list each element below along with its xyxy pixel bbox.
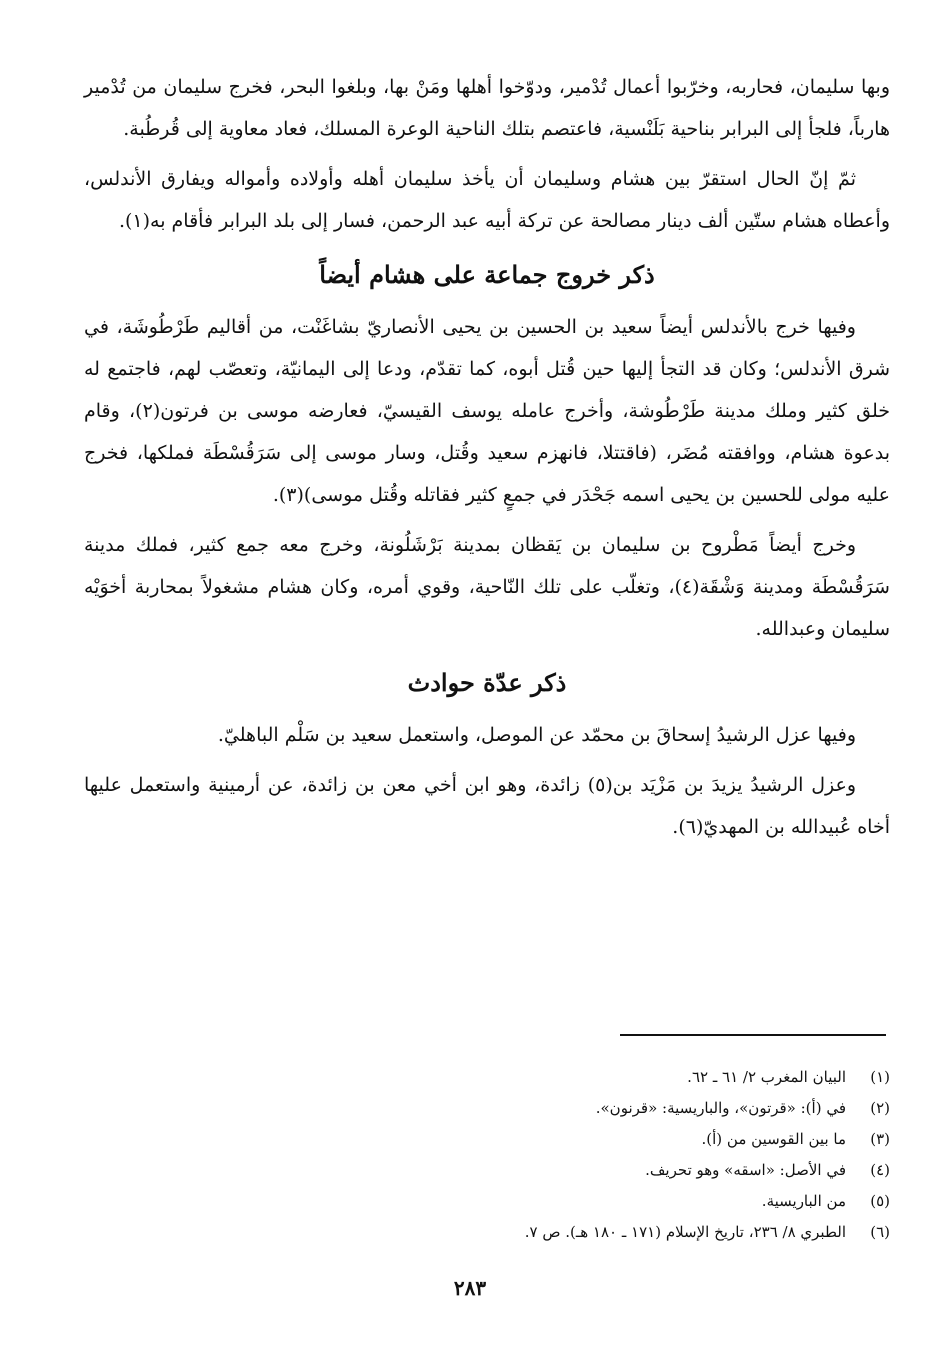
footnote <box>84 1217 890 1248</box>
footnotes-divider <box>620 1034 886 1036</box>
footnote <box>84 1186 890 1217</box>
paragraph-1: وبها سليمان، فحاربه، وخرّبوا أعمال تُدْمير، ودوّخوا أهلها ومَنْ بها، وبلغوا البحر، فخرج سليمان من تُدْمير هارباً، فلجأ إلى البرابر بناحية بَلَنْسية، فاعتصم بتلك الناحية الوعرة المسلك، فعاد معاوية إلى قُرطُبة. <box>84 76 890 140</box>
page-number: ٢٨٣ <box>453 1276 487 1300</box>
paragraph-6: وعزل الرشيدُ يزيدَ بن مَزْيَد بن(٥) زائدة، وهو ابن أخي معن بن زائدة، عن أرمينية واستعمل عليها أخاه عُبيدالله بن المهديّ(٦). <box>84 774 890 838</box>
section-heading-1: ذكر خروج جماعة على هشام أيضاً <box>319 260 655 289</box>
footnote <box>84 1155 890 1186</box>
paragraph-4: وخرج أيضاً مَطْروح بن سليمان بن يَقظان بمدينة بَرْشَلُونة، وخرج معه جمع كثير، فملك مدينة سَرَقُسْطَة ومدينة وَشْقَة(٤)، وتغلّب على تلك النّاحية، وقوي أمره، وكان هشام مشغولاً بمحاربة أخوَيْه سليمان وعبدالله. <box>84 534 890 640</box>
footnote-number: (٦) <box>870 1223 890 1241</box>
footnote-text: ما بين القوسين من (أ). <box>701 1130 846 1148</box>
footnote <box>84 1124 890 1155</box>
paragraph-3: وفيها خرج بالأندلس أيضاً سعيد بن الحسين بن يحيى الأنصاريّ بشاغَنْت، من أقاليم طَرْطُوشَة، في شرق الأندلس؛ وكان قد التجأ إليها حين قُتل أبوه، كما تقدّم، ودعا إلى اليمانيّة، وتعصّب لهم، فاجتمع له خلق كثير وملك مدينة طَرْطُوشة، وأخرج عامله يوسف القيسيّ، فعارضه موسى بن فرتون(٢)، وقام بدعوة هشام، ووافقته مُضَر، (فاقتتلا، فانهزم سعيد وقُتل، وسار موسى إلى سَرَقُسْطَة فملكها، فخرج عليه مولى للحسين بن يحيى اسمه جَحْدَر في جمعٍ كثير فقاتله وقُتل موسى)(٣). <box>84 316 890 506</box>
footnotes <box>84 1062 890 1248</box>
footnote-text: في (أ): «قرتون»، والباريسية: «قرنون». <box>595 1099 846 1117</box>
footnote-text: في الأصل: «اسقه» وهو تحريف. <box>645 1161 846 1179</box>
footnote-number: (٣) <box>870 1130 890 1148</box>
footnote <box>84 1093 890 1124</box>
section-heading-2: ذكر عدّة حوادث <box>407 668 567 697</box>
footnote <box>84 1062 890 1093</box>
footnote-number: (١) <box>870 1068 890 1086</box>
footnote-number: (٤) <box>870 1161 890 1179</box>
footnote-text: الطبري ٨/ ٢٣٦، تاريخ الإسلام (١٧١ ـ ١٨٠ هـ). ص ٧. <box>524 1223 846 1241</box>
paragraph-5: وفيها عزل الرشيدُ إسحاقَ بن محمّد عن الموصل، واستعمل سعيد بن سَلْم الباهليّ. <box>217 724 856 746</box>
footnote-number: (٢) <box>870 1099 890 1117</box>
page-body <box>84 66 890 856</box>
paragraph-2: ثمّ إنّ الحال استقرّ بين هشام وسليمان أن يأخذ سليمان أهله وأولاده وأمواله ويفارق الأندلس، وأعطاه هشام ستّين ألف دينار مصالحة عن تركة أبيه عبد الرحمن، فسار إلى بلد البرابر فأقام به(١). <box>84 168 890 232</box>
footnote-text: من الباريسية. <box>761 1192 846 1210</box>
footnote-number: (٥) <box>870 1192 890 1210</box>
footnote-text: البيان المغرب ٢/ ٦١ ـ ٦٢. <box>687 1068 846 1086</box>
